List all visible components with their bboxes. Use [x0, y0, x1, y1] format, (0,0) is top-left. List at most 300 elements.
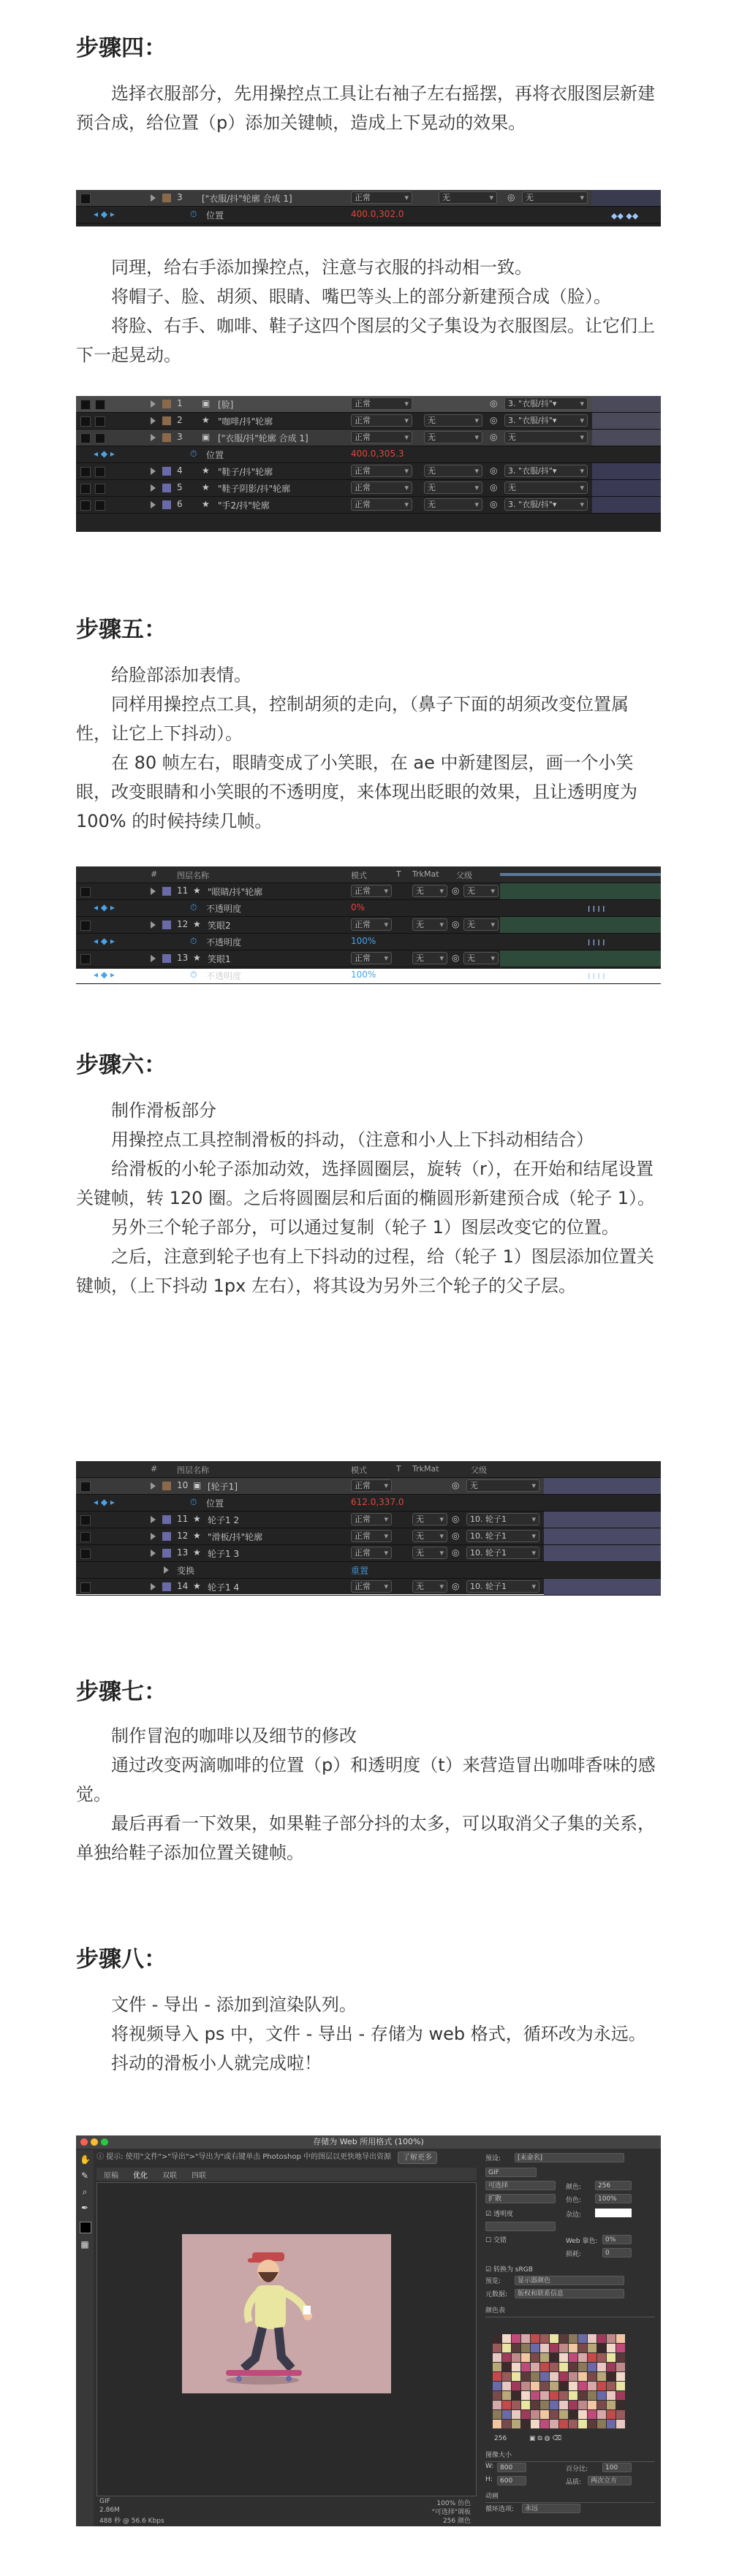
srgb-checkbox[interactable]: ☑: [485, 2266, 493, 2274]
layer-track-bar[interactable]: [592, 463, 661, 479]
palette-swatch[interactable]: [521, 2372, 530, 2381]
palette-swatch[interactable]: [588, 2382, 596, 2390]
palette-swatch[interactable]: [569, 2372, 577, 2381]
tab-optimized[interactable]: 优化: [133, 2172, 148, 2180]
parent-dropdown[interactable]: 无 ▾: [463, 885, 499, 897]
palette-swatch[interactable]: [559, 2353, 568, 2362]
expand-arrow-icon[interactable]: [151, 417, 156, 424]
palette-swatch[interactable]: [521, 2410, 530, 2419]
palette-swatch[interactable]: [540, 2353, 549, 2362]
trkmat-dropdown[interactable]: 无 ▾: [424, 414, 482, 427]
property-row-opacity[interactable]: [76, 934, 661, 950]
parent-dropdown[interactable]: 3. "衣服/抖"▾ ▾: [504, 397, 588, 410]
palette-swatch[interactable]: [569, 2334, 577, 2343]
stopwatch-icon[interactable]: ⏱: [190, 1497, 197, 1507]
label-color[interactable]: [162, 1482, 171, 1490]
palette-swatch[interactable]: [502, 2363, 511, 2371]
palette-swatch[interactable]: [540, 2344, 549, 2352]
layer-track-bar[interactable]: [500, 950, 661, 967]
expand-arrow-icon[interactable]: [164, 1566, 169, 1574]
mode-dropdown[interactable]: 正常 ▾: [351, 414, 412, 427]
transparency-checkbox[interactable]: ☑: [485, 2211, 493, 2218]
palette-swatch[interactable]: [493, 2401, 501, 2409]
palette-swatch[interactable]: [493, 2391, 501, 2400]
palette-swatch[interactable]: [512, 2353, 520, 2362]
layer-row[interactable]: [76, 480, 661, 497]
keyframe-nav-icon[interactable]: ◂ ◆ ▸: [94, 969, 115, 980]
label-color[interactable]: [162, 416, 171, 425]
matte-swatch[interactable]: [595, 2209, 632, 2217]
palette-swatch[interactable]: [521, 2391, 530, 2400]
trkmat-dropdown[interactable]: 无 ▾: [439, 191, 497, 204]
layer-track-bar[interactable]: [592, 396, 661, 412]
layer-row[interactable]: [76, 413, 661, 430]
palette-swatch[interactable]: [569, 2410, 577, 2419]
palette-swatch[interactable]: [531, 2372, 539, 2381]
palette-swatch[interactable]: [588, 2391, 596, 2400]
property-row-opacity[interactable]: [76, 900, 661, 917]
pickwhip-icon[interactable]: ◎: [490, 398, 498, 408]
layer-row[interactable]: [76, 396, 661, 413]
expand-arrow-icon[interactable]: [151, 1482, 156, 1490]
palette-swatch[interactable]: [569, 2344, 577, 2352]
palette-swatch[interactable]: [559, 2334, 568, 2343]
stopwatch-icon[interactable]: ⏱: [190, 902, 197, 912]
palette-swatch[interactable]: [521, 2344, 530, 2352]
palette-swatch[interactable]: [550, 2410, 558, 2419]
property-value[interactable]: 400.0,305.3: [351, 449, 404, 459]
eye-toggle-icon[interactable]: [80, 1515, 91, 1525]
layer-track-bar[interactable]: [544, 1579, 661, 1595]
palette-swatch[interactable]: [616, 2372, 625, 2381]
parent-dropdown[interactable]: 3. "衣服/抖"▾ ▾: [504, 414, 588, 427]
label-color[interactable]: [162, 500, 171, 509]
palette-swatch[interactable]: [559, 2420, 568, 2428]
property-row-position[interactable]: [76, 207, 661, 224]
eye-toggle-icon[interactable]: [80, 1532, 91, 1542]
palette-swatch[interactable]: [607, 2382, 616, 2390]
palette-swatch[interactable]: [493, 2420, 501, 2428]
layer-name[interactable]: "滑板/抖"轮廓: [208, 1532, 263, 1542]
palette-swatch[interactable]: [493, 2334, 501, 2343]
palette-swatch[interactable]: [512, 2382, 520, 2390]
pickwhip-icon[interactable]: ◎: [452, 1547, 460, 1558]
palette-swatch[interactable]: [578, 2363, 587, 2371]
palette-swatch[interactable]: [588, 2344, 596, 2352]
palette-swatch[interactable]: [502, 2420, 511, 2428]
palette-swatch[interactable]: [550, 2363, 558, 2371]
parent-dropdown[interactable]: 10. 轮子1 ▾: [466, 1580, 539, 1593]
layer-name[interactable]: 轮子1 3: [208, 1549, 240, 1559]
solo-toggle-icon[interactable]: [95, 500, 105, 511]
work-area-bar[interactable]: [500, 873, 661, 876]
palette-swatch[interactable]: [578, 2391, 587, 2400]
palette-swatch[interactable]: [512, 2372, 520, 2381]
property-row-position[interactable]: [76, 446, 661, 463]
palette-swatch[interactable]: [607, 2344, 616, 2352]
dither-dropdown[interactable]: 扩散: [485, 2194, 556, 2203]
palette-swatch[interactable]: [540, 2363, 549, 2371]
eyedropper-icon[interactable]: ✒: [80, 2203, 89, 2213]
palette-swatch[interactable]: [502, 2401, 511, 2409]
palette-swatch[interactable]: [521, 2334, 530, 2343]
palette-swatch[interactable]: [569, 2382, 577, 2390]
pickwhip-icon[interactable]: ◎: [452, 919, 460, 929]
solo-toggle-icon[interactable]: [95, 400, 105, 410]
mode-dropdown[interactable]: 正常 ▾: [351, 1547, 392, 1559]
height-field[interactable]: 600: [497, 2476, 526, 2485]
palette-swatch[interactable]: [616, 2420, 625, 2428]
trkmat-dropdown[interactable]: 无 ▾: [412, 952, 447, 964]
palette-swatch[interactable]: [597, 2334, 606, 2343]
trkmat-dropdown[interactable]: 无 ▾: [412, 1547, 447, 1559]
layer-name[interactable]: "手2/抖"轮廓: [218, 500, 270, 511]
palette-swatch[interactable]: [578, 2372, 587, 2381]
layer-track-bar[interactable]: [544, 1478, 661, 1494]
palette-swatch[interactable]: [588, 2353, 596, 2362]
keyframe-nav-icon[interactable]: ◂ ◆ ▸: [94, 449, 115, 459]
palette-swatch[interactable]: [502, 2391, 511, 2400]
palette-swatch[interactable]: [540, 2420, 549, 2428]
label-color[interactable]: [162, 954, 171, 963]
expand-arrow-icon[interactable]: [151, 400, 156, 408]
property-value[interactable]: 100%: [351, 936, 376, 946]
expand-arrow-icon[interactable]: [151, 484, 156, 492]
palette-swatch[interactable]: [540, 2372, 549, 2381]
maximize-icon[interactable]: [101, 2138, 108, 2146]
layer-row[interactable]: [76, 883, 661, 900]
palette-swatch[interactable]: [493, 2363, 501, 2371]
pickwhip-icon[interactable]: ◎: [452, 1514, 460, 1524]
label-color[interactable]: [162, 887, 171, 896]
eye-toggle-icon[interactable]: [80, 467, 91, 477]
parent-dropdown[interactable]: 3. "衣服/抖"▾ ▾: [504, 465, 588, 477]
pickwhip-icon[interactable]: ◎: [452, 1531, 460, 1541]
trkmat-dropdown[interactable]: 无 ▾: [424, 465, 482, 477]
layer-name[interactable]: "咖啡/抖"轮廓: [218, 416, 273, 427]
palette-swatch[interactable]: [493, 2382, 501, 2390]
quality-dropdown[interactable]: 两次立方: [588, 2476, 632, 2485]
mode-dropdown[interactable]: 正常 ▾: [351, 1513, 392, 1525]
layer-name[interactable]: "鞋子/抖"轮廓: [218, 467, 273, 477]
palette-swatch[interactable]: [531, 2353, 539, 2362]
layer-row[interactable]: [76, 917, 661, 934]
color-table-palette[interactable]: [493, 2334, 624, 2434]
palette-swatch[interactable]: [531, 2420, 539, 2428]
layer-row[interactable]: [76, 1579, 661, 1596]
pickwhip-icon[interactable]: ◎: [490, 465, 498, 476]
palette-swatch[interactable]: [597, 2372, 606, 2381]
pickwhip-icon[interactable]: ◎: [490, 415, 498, 425]
layer-name[interactable]: 轮子1 4: [208, 1582, 240, 1593]
palette-swatch[interactable]: [540, 2391, 549, 2400]
mode-dropdown[interactable]: 正常 ▾: [351, 952, 392, 964]
property-value[interactable]: 612.0,337.0: [351, 1497, 404, 1507]
layer-name[interactable]: [轮子1]: [208, 1482, 238, 1492]
stopwatch-icon[interactable]: ⏱: [190, 449, 197, 459]
palette-swatch[interactable]: [531, 2363, 539, 2371]
label-color[interactable]: [162, 1582, 171, 1591]
palette-swatch[interactable]: [559, 2401, 568, 2409]
property-value[interactable]: 0%: [351, 902, 366, 912]
palette-swatch[interactable]: [607, 2353, 616, 2362]
palette-swatch[interactable]: [597, 2382, 606, 2390]
palette-swatch[interactable]: [559, 2344, 568, 2352]
preview-canvas[interactable]: [96, 2182, 477, 2496]
palette-swatch[interactable]: [588, 2410, 596, 2419]
trkmat-dropdown[interactable]: 无 ▾: [424, 498, 482, 511]
palette-swatch[interactable]: [597, 2410, 606, 2419]
palette-swatch[interactable]: [569, 2391, 577, 2400]
palette-swatch[interactable]: [607, 2391, 616, 2400]
palette-swatch[interactable]: [607, 2401, 616, 2409]
palette-swatch[interactable]: [569, 2353, 577, 2362]
palette-swatch[interactable]: [588, 2420, 596, 2428]
palette-swatch[interactable]: [559, 2372, 568, 2381]
layer-track-bar[interactable]: [500, 883, 661, 899]
layer-track-bar[interactable]: [544, 1512, 661, 1528]
palette-swatch[interactable]: [540, 2410, 549, 2419]
pickwhip-icon[interactable]: ◎: [452, 1581, 460, 1591]
eyedropper-color-swatch[interactable]: [80, 2222, 91, 2233]
palette-swatch[interactable]: [531, 2401, 539, 2409]
keyframes-icon[interactable]: ◆◆ ◆◆: [611, 211, 639, 221]
layer-name[interactable]: [脸]: [218, 400, 234, 410]
keyframe-nav-icon[interactable]: ◂ ◆ ▸: [94, 1497, 115, 1507]
expand-arrow-icon[interactable]: [151, 194, 156, 202]
expand-arrow-icon[interactable]: [151, 434, 156, 441]
eye-toggle-icon[interactable]: [80, 1482, 91, 1492]
web-snap-field[interactable]: 0%: [602, 2235, 632, 2244]
width-field[interactable]: 800: [497, 2463, 526, 2472]
expand-arrow-icon[interactable]: [151, 1550, 156, 1557]
palette-swatch[interactable]: [597, 2363, 606, 2371]
mode-dropdown[interactable]: 正常 ▾: [351, 1479, 392, 1492]
stopwatch-icon[interactable]: ⏱: [190, 209, 197, 219]
palette-swatch[interactable]: [616, 2391, 625, 2400]
mode-dropdown[interactable]: 正常 ▾: [351, 465, 412, 477]
palette-swatch[interactable]: [493, 2344, 501, 2352]
property-value[interactable]: 100%: [351, 969, 376, 980]
keyframes-icon[interactable]: I I I I: [588, 972, 605, 981]
palette-swatch[interactable]: [502, 2353, 511, 2362]
palette-swatch[interactable]: [578, 2382, 587, 2390]
lossy-field[interactable]: 0: [602, 2248, 632, 2257]
palette-swatch[interactable]: [616, 2382, 625, 2390]
property-row-opacity[interactable]: [76, 967, 661, 984]
palette-swatch[interactable]: [502, 2344, 511, 2352]
mode-dropdown[interactable]: 正常 ▾: [351, 191, 412, 204]
layer-name[interactable]: 笑眼2: [208, 921, 231, 931]
layer-row[interactable]: [76, 950, 661, 967]
keyframe-nav-icon[interactable]: ◂ ◆ ▸: [94, 209, 115, 219]
pickwhip-icon[interactable]: ◎: [452, 953, 460, 963]
expand-arrow-icon[interactable]: [151, 1533, 156, 1540]
layer-name[interactable]: ["衣服/抖"轮廓 合成 1]: [218, 433, 308, 443]
label-color[interactable]: [162, 1532, 171, 1541]
pickwhip-icon[interactable]: ◎: [507, 192, 515, 202]
mode-dropdown[interactable]: 正常 ▾: [351, 397, 412, 410]
palette-swatch[interactable]: [550, 2372, 558, 2381]
palette-swatch[interactable]: [502, 2372, 511, 2381]
pickwhip-icon[interactable]: ◎: [490, 432, 498, 442]
layer-track-bar[interactable]: [544, 1528, 661, 1544]
palette-swatch[interactable]: [616, 2334, 625, 2343]
palette-swatch[interactable]: [559, 2410, 568, 2419]
palette-swatch[interactable]: [588, 2401, 596, 2409]
keyframes-icon[interactable]: I I I I: [588, 938, 605, 948]
layer-track-bar[interactable]: [592, 497, 661, 513]
label-color[interactable]: [162, 194, 171, 202]
property-value[interactable]: 400.0,302.0: [351, 209, 404, 219]
reduction-dropdown[interactable]: 可选择: [485, 2181, 556, 2190]
palette-swatch[interactable]: [597, 2353, 606, 2362]
loop-dropdown[interactable]: 永远: [522, 2504, 580, 2513]
layer-track-bar[interactable]: [592, 413, 661, 429]
slice-tool-icon[interactable]: ✎: [80, 2171, 89, 2181]
palette-swatch[interactable]: [607, 2363, 616, 2371]
palette-swatch[interactable]: [540, 2401, 549, 2409]
layer-track-bar[interactable]: [500, 917, 661, 933]
label-color[interactable]: [162, 433, 171, 442]
palette-swatch[interactable]: [540, 2382, 549, 2390]
pickwhip-icon[interactable]: ◎: [490, 482, 498, 492]
preview-dropdown[interactable]: 显示器颜色: [515, 2276, 624, 2285]
palette-swatch[interactable]: [607, 2372, 616, 2381]
palette-swatch[interactable]: [597, 2344, 606, 2352]
palette-swatch[interactable]: [616, 2401, 625, 2409]
palette-swatch[interactable]: [578, 2410, 587, 2419]
trkmat-dropdown[interactable]: 无 ▾: [412, 1580, 447, 1593]
palette-swatch[interactable]: [531, 2410, 539, 2419]
palette-swatch[interactable]: [597, 2420, 606, 2428]
label-color[interactable]: [162, 921, 171, 929]
minimize-icon[interactable]: [91, 2138, 98, 2146]
eye-toggle-icon[interactable]: [80, 194, 91, 204]
palette-swatch[interactable]: [569, 2401, 577, 2409]
palette-swatch[interactable]: [512, 2363, 520, 2371]
palette-swatch[interactable]: [531, 2391, 539, 2400]
transform-group-row[interactable]: [76, 1562, 661, 1579]
layer-row[interactable]: [76, 1478, 661, 1495]
palette-swatch[interactable]: [502, 2410, 511, 2419]
palette-swatch[interactable]: [588, 2363, 596, 2371]
palette-swatch[interactable]: [588, 2372, 596, 2381]
parent-dropdown[interactable]: 10. 轮子1 ▾: [466, 1547, 539, 1559]
keyframes-icon[interactable]: I I I I: [588, 904, 605, 914]
expand-arrow-icon[interactable]: [151, 468, 156, 475]
layer-track-bar[interactable]: [592, 430, 661, 446]
palette-swatch[interactable]: [550, 2420, 558, 2428]
trkmat-dropdown[interactable]: 无 ▾: [412, 1513, 447, 1525]
palette-swatch[interactable]: [512, 2391, 520, 2400]
palette-swatch[interactable]: [559, 2382, 568, 2390]
parent-dropdown[interactable]: 10. 轮子1 ▾: [466, 1530, 539, 1542]
parent-dropdown[interactable]: 无 ▾: [463, 952, 499, 964]
palette-swatch[interactable]: [550, 2344, 558, 2352]
layer-row[interactable]: [76, 430, 661, 446]
property-row-position[interactable]: [76, 1495, 661, 1512]
eye-toggle-icon[interactable]: [80, 887, 91, 897]
palette-swatch[interactable]: [512, 2401, 520, 2409]
layer-name[interactable]: 轮子1 2: [208, 1515, 240, 1525]
palette-swatch[interactable]: [521, 2363, 530, 2371]
palette-swatch[interactable]: [521, 2420, 530, 2428]
palette-swatch[interactable]: [540, 2334, 549, 2343]
palette-swatch[interactable]: [569, 2363, 577, 2371]
keyframe-nav-icon[interactable]: ◂ ◆ ▸: [94, 936, 115, 946]
palette-swatch[interactable]: [521, 2401, 530, 2409]
toggle-slices-icon[interactable]: ▦: [80, 2239, 89, 2249]
mode-dropdown[interactable]: 正常 ▾: [351, 885, 392, 897]
reset-link[interactable]: 重置: [351, 1566, 369, 1576]
preset-dropdown[interactable]: [未命名]: [515, 2153, 624, 2162]
palette-swatch[interactable]: [550, 2353, 558, 2362]
palette-swatch[interactable]: [550, 2391, 558, 2400]
metadata-dropdown[interactable]: 版权和联系信息: [515, 2289, 624, 2298]
label-color[interactable]: [162, 484, 171, 492]
palette-swatch[interactable]: [578, 2334, 587, 2343]
eye-toggle-icon[interactable]: [80, 416, 91, 427]
palette-swatch[interactable]: [607, 2420, 616, 2428]
layer-name[interactable]: ["衣服/抖"轮廓 合成 1]: [202, 194, 292, 204]
mode-dropdown[interactable]: 正常 ▾: [351, 481, 412, 494]
mode-dropdown[interactable]: 正常 ▾: [351, 498, 412, 511]
mode-dropdown[interactable]: 正常 ▾: [351, 1580, 392, 1593]
palette-swatch[interactable]: [616, 2410, 625, 2419]
palette-swatch[interactable]: [607, 2334, 616, 2343]
expand-arrow-icon[interactable]: [151, 888, 156, 895]
palette-swatch[interactable]: [512, 2334, 520, 2343]
keyframe-nav-icon[interactable]: ◂ ◆ ▸: [94, 902, 115, 912]
palette-swatch[interactable]: [550, 2382, 558, 2390]
palette-swatch[interactable]: [578, 2420, 587, 2428]
trkmat-dropdown[interactable]: 无 ▾: [412, 918, 447, 931]
palette-swatch[interactable]: [512, 2344, 520, 2352]
eye-toggle-icon[interactable]: [80, 500, 91, 511]
eye-toggle-icon[interactable]: [80, 1549, 91, 1559]
palette-swatch[interactable]: [531, 2344, 539, 2352]
expand-arrow-icon[interactable]: [151, 501, 156, 508]
palette-swatch[interactable]: [569, 2420, 577, 2428]
trkmat-dropdown[interactable]: 无 ▾: [424, 481, 482, 494]
pickwhip-icon[interactable]: ◎: [452, 885, 460, 896]
layer-row[interactable]: [76, 1528, 661, 1545]
tab-4up[interactable]: 四联: [192, 2172, 206, 2180]
parent-dropdown[interactable]: 无 ▾: [466, 1479, 539, 1492]
palette-swatch[interactable]: [531, 2382, 539, 2390]
layer-row[interactable]: [76, 497, 661, 514]
parent-dropdown[interactable]: 无 ▾: [463, 918, 499, 931]
eye-toggle-icon[interactable]: [80, 433, 91, 443]
palette-swatch[interactable]: [493, 2353, 501, 2362]
pickwhip-icon[interactable]: ◎: [452, 1480, 460, 1490]
layer-track-bar[interactable]: [592, 480, 661, 496]
zoom-tool-icon[interactable]: ⌕: [82, 2187, 88, 2197]
palette-swatch[interactable]: [521, 2353, 530, 2362]
palette-swatch[interactable]: [588, 2334, 596, 2343]
trkmat-dropdown[interactable]: 无 ▾: [412, 885, 447, 897]
learn-more-button[interactable]: 了解更多: [398, 2152, 437, 2164]
eye-toggle-icon[interactable]: [80, 400, 91, 410]
tab-original[interactable]: 原稿: [104, 2172, 118, 2180]
palette-swatch[interactable]: [550, 2401, 558, 2409]
palette-swatch[interactable]: [607, 2410, 616, 2419]
palette-swatch[interactable]: [550, 2334, 558, 2343]
label-color[interactable]: [162, 1549, 171, 1558]
stopwatch-icon[interactable]: ⏱: [190, 969, 197, 980]
palette-swatch[interactable]: [616, 2363, 625, 2371]
